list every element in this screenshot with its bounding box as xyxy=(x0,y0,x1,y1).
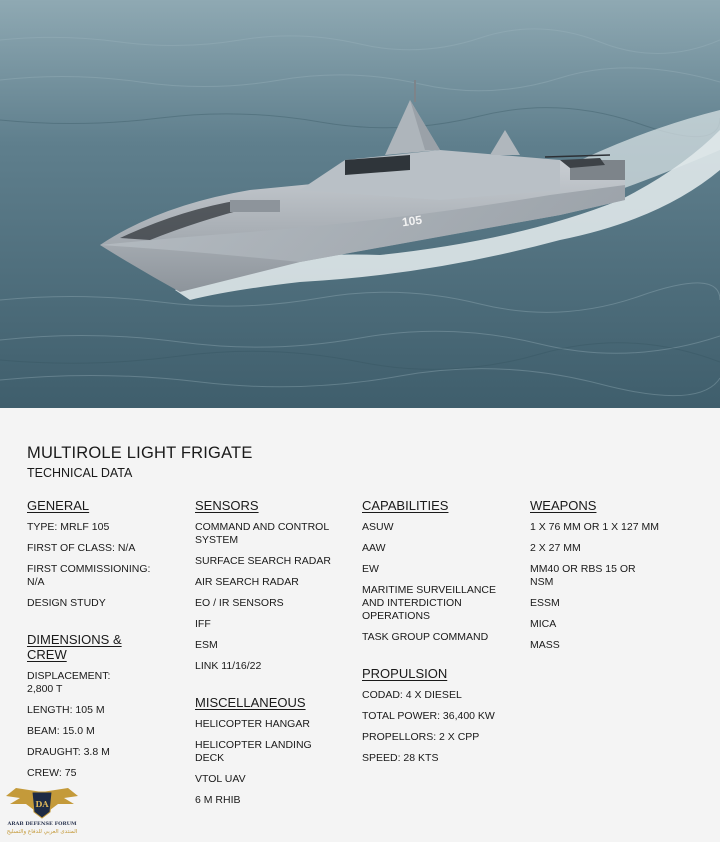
spec-item: CREW: 75 xyxy=(27,767,77,779)
spec-item: TYPE: MRLF 105 xyxy=(27,521,110,533)
spec-item: FIRST COMMISSIONING: N/A xyxy=(27,563,151,588)
spec-item: CODAD: 4 X DIESEL xyxy=(362,689,462,701)
title-block xyxy=(27,444,253,480)
spec-item: AIR SEARCH RADAR xyxy=(195,576,299,588)
spec-item: LENGTH: 105 M xyxy=(27,704,105,716)
spec-item: 1 X 76 MM OR 1 X 127 MM xyxy=(530,521,659,533)
spec-item: VTOL UAV xyxy=(195,773,246,785)
spec-item: HELICOPTER HANGAR xyxy=(195,718,310,730)
section-heading: WEAPONS xyxy=(530,498,597,513)
section-propulsion xyxy=(362,666,512,765)
hull-number: 105 xyxy=(401,212,423,230)
spec-item: LINK 11/16/22 xyxy=(195,660,262,672)
spec-item: ESSM xyxy=(530,597,560,609)
spec-item: 6 M RHIB xyxy=(195,794,241,806)
spec-item: COMMAND AND CONTROL SYSTEM xyxy=(195,521,329,546)
spec-item: EO / IR SENSORS xyxy=(195,597,284,609)
column-2 xyxy=(195,498,345,819)
section-sensors xyxy=(195,498,345,673)
spec-item: DISPLACEMENT: 2,800 T xyxy=(27,670,111,695)
logo-initials: DA xyxy=(35,799,49,809)
spec-item: AAW xyxy=(362,542,386,554)
page-title: MULTIROLE LIGHT FRIGATE xyxy=(27,444,253,462)
spec-item: TASK GROUP COMMAND xyxy=(362,631,489,643)
spec-item: 2 X 27 MM xyxy=(530,542,581,554)
page-subtitle: TECHNICAL DATA xyxy=(27,466,133,480)
spec-item: ESM xyxy=(195,639,218,651)
section-heading: CAPABILITIES xyxy=(362,498,449,513)
spec-item: TOTAL POWER: 36,400 KW xyxy=(362,710,495,722)
spec-item: IFF xyxy=(195,618,211,630)
spec-item: DRAUGHT: 3.8 M xyxy=(27,746,110,758)
hero-image xyxy=(0,0,720,408)
spec-item: SURFACE SEARCH RADAR xyxy=(195,555,331,567)
spec-item: BEAM: 15.0 M xyxy=(27,725,95,737)
logo-arabic: المنتدى العربي للدفاع والتسليح xyxy=(6,829,78,835)
section-general xyxy=(27,498,167,610)
section-heading: GENERAL xyxy=(27,498,90,513)
column-4 xyxy=(530,498,660,664)
spec-item: SPEED: 28 KTS xyxy=(362,752,439,764)
spec-item: MM40 OR RBS 15 OR NSM xyxy=(530,563,636,588)
spec-item: MARITIME SURVEILLANCE AND INTERDICTION OPERATIONS xyxy=(362,584,497,622)
spec-item: DESIGN STUDY xyxy=(27,597,106,609)
spec-item: ASUW xyxy=(362,521,394,533)
spec-item: MASS xyxy=(530,639,560,651)
section-dimensions xyxy=(27,632,167,780)
spec-item: EW xyxy=(362,563,379,575)
column-3 xyxy=(362,498,512,777)
logo-name: ARAB DEFENSE FORUM xyxy=(7,821,77,827)
watermark-logo xyxy=(4,786,80,840)
section-capabilities xyxy=(362,498,512,644)
section-heading: SENSORS xyxy=(195,498,259,513)
spec-item: PROPELLORS: 2 X CPP xyxy=(362,731,480,743)
spec-item: MICA xyxy=(530,618,557,630)
section-heading: MISCELLANEOUS xyxy=(195,695,306,710)
spec-item: FIRST OF CLASS: N/A xyxy=(27,542,136,554)
column-1 xyxy=(27,498,167,792)
section-weapons xyxy=(530,498,660,652)
section-heading: DIMENSIONS & CREW xyxy=(27,632,122,662)
section-heading: PROPULSION xyxy=(362,666,448,681)
spec-item: HELICOPTER LANDING DECK xyxy=(195,739,312,764)
section-miscellaneous xyxy=(195,695,345,807)
